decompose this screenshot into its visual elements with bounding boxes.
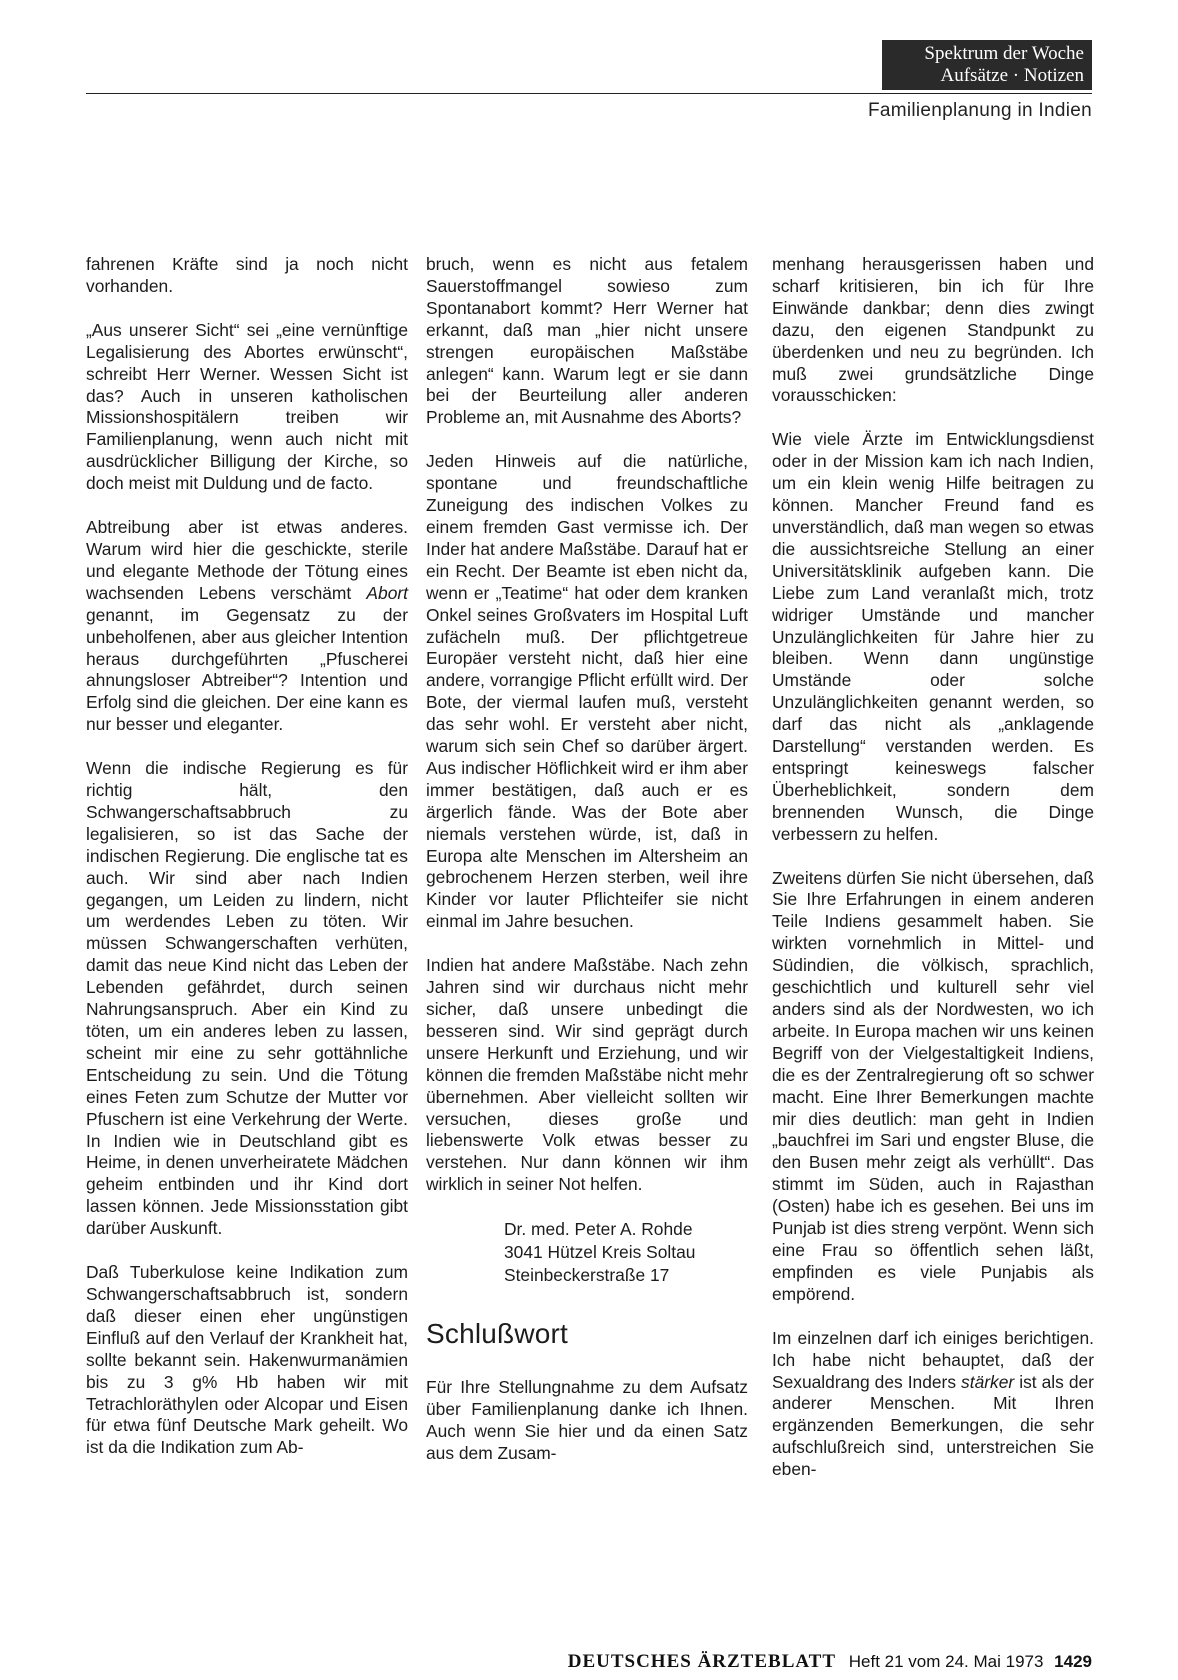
paragraph: bruch, wenn es nicht aus fetalem Sauerstoffmangel sowieso zum Spontanabort kommt? Herr Werner hat erkannt, daß man „hier nicht unsere strengen europäischen Maßstäbe anlegen“ kann. Warum legt er sie dann bei der Beurteilung aller anderen Probleme an, mit Ausnahme des Aborts? — [426, 254, 748, 428]
author-city: 3041 Hützel Kreis Soltau — [504, 1242, 696, 1263]
running-title: Familienplanung in Indien — [867, 100, 1092, 121]
journal-name: DEUTSCHES ÄRZTEBLATT — [567, 1651, 837, 1672]
page-footer — [568, 1651, 1092, 1673]
section-heading: Schlußwort — [426, 1318, 569, 1350]
emphasis: Abort — [366, 582, 408, 603]
paragraph: Daß Tuberkulose keine Indikation zum Schwangerschaftsabbruch ist, sondern daß dieser einen eher ungünstigen Einfluß auf den Verlauf der Krankheit hat, sollte bekannt sein. Hakenwurmanämien bis zu 3 g% Hb haben wir mit Tetrachloräthylen oder Alcopar und Eisen für etwa fünf Deutsche Mark geheilt. Wo ist da die Indikation zum Ab- — [86, 1262, 408, 1458]
paragraph: Abtreibung aber ist etwas anderes. Warum wird hier die geschickte, sterile und elegante Methode der Tötung eines wachsenden Lebens verschämt Abort genannt, im Gegensatz zu der unbeholfenen, aber aus gleicher Intention heraus durchgeführten „Pfuscherei ahnungsloser Abtreiber“? Intention und Erfolg sind die gleichen. Der eine kann es nur besser und eleganter. — [86, 517, 408, 735]
section-label-line2: Aufsätze · Notizen — [940, 65, 1084, 86]
paragraph: fahrenen Kräfte sind ja noch nicht vorhanden. — [86, 254, 408, 296]
text-column-2 — [426, 254, 748, 1487]
text-column-1 — [86, 254, 408, 1481]
section-label-line1: Spektrum der Woche — [924, 43, 1084, 64]
paragraph: „Aus unserer Sicht“ sei „eine vernünftige Legalisierung des Abortes erwünscht“, schreibt Herr Werner. Wessen Sicht ist das? Auch in unseren katholischen Missionshospitälern treiben wir Familienplanung, wenn auch nicht mit ausdrücklicher Billigung der Kirche, so doch meist mit Duldung und de facto. — [86, 319, 408, 494]
section-label-box — [882, 40, 1092, 90]
issue-info: Heft 21 vom 24. Mai 1973 — [848, 1652, 1044, 1671]
author-street: Steinbeckerstraße 17 — [504, 1265, 670, 1286]
text-column-3 — [772, 254, 1094, 1503]
paragraph: Indien hat andere Maßstäbe. Nach zehn Jahren sind wir durchaus nicht mehr sicher, daß unsere unbedingt die besseren sind. Wir sind geprägt durch unsere Herkunft und Erziehung, und wir können die fremden Maßstäbe nicht mehr übernehmen. Aber vielleicht sollten wir versuchen, dieses große und liebenswerte Volk etwas besser zu verstehen. Nur dann können wir ihm wirklich in seiner Not helfen. — [426, 955, 748, 1195]
header-rule — [86, 93, 1092, 94]
page-number: 1429 — [1054, 1652, 1092, 1671]
emphasis: stärker — [961, 1371, 1015, 1392]
paragraph: Im einzelnen darf ich einiges berichtigen. Ich habe nicht behauptet, daß der Sexualdrang des Inders stärker ist als der anderer Menschen. Mit Ihren ergänzenden Bemerkungen, die sehr aufschlußreich sind, unterstreichen Sie eben- — [772, 1327, 1094, 1480]
paragraph: Zweitens dürfen Sie nicht übersehen, daß Sie Ihre Erfahrungen in einem anderen Teile Indiens gesammelt haben. Sie wirkten vornehmlich in Mittel- und Südindien, die völkisch, sprachlich, geschichtlich und kulturell sehr viel anders sind als der Nordwesten, wo ich arbeite. In Europa machen wir uns keinen Begriff von der Vielgestaltigkeit Indiens, die es der Zentralregierung oft so schwer macht. Eine Ihrer Bemerkungen machte mir dies deutlich: man geht in Indien „bauchfrei im Sari und engster Bluse, die den Busen mehr zeigt als verhüllt“. Das stimmt im Süden, auch in Rajasthan (Osten) habe ich es gesehen. Bei uns im Punjab ist dies streng verpönt. Wenn sich eine Frau so öffentlich sehen läßt, empfinden es viele Punjabis als empörend. — [772, 867, 1094, 1304]
author-name: Dr. med. Peter A. Rohde — [504, 1219, 693, 1240]
paragraph: Wenn die indische Regierung es für richtig hält, den Schwangerschaftsabbruch zu legalisieren, so ist das Sache der indischen Regierung. Die englische tat es auch. Wir sind aber nach Indien gegangen, um Leiden zu lindern, nicht um werdendes Leben zu töten. Wir müssen Schwangerschaften verhüten, damit das neue Kind nicht das Leben der Lebenden gefährdet, durch seinen Nahrungsanspruch. Aber ein Kind zu töten, um ein anderes leben zu lassen, scheint mir eine zu sehr gottähnliche Entscheidung zu sein. Und die Tötung eines Feten zum Schutze der Mutter vor Pfuschern ist eine Verkehrung der Werte. In Indien wie in Deutschland gibt es Heime, in denen unverheiratete Mädchen geheim entbinden und ihr Kind dort lassen können. Jede Missionsstation gibt darüber Auskunft. — [86, 758, 408, 1239]
author-signature — [426, 1218, 748, 1287]
paragraph: Wie viele Ärzte im Entwicklungsdienst oder in der Mission kam ich nach Indien, um ein klein wenig Hilfe beitragen zu können. Mancher Freund fand es unverständlich, daß man wegen so etwas die aussichtsreiche Stellung an einer Universitätsklinik aufgeben kann. Die Liebe zum Land veranlaßt mich, trotz widriger Umstände und mancher Unzulänglichkeiten für Jahre hier zu bleiben. Wenn dann ungünstige Umstände oder solche Unzulänglichkeiten genannt werden, so darf das nicht als „anklagende Darstellung“ verstanden werden. Es entspringt keineswegs falscher Überheblichkeit, sondern dem brennenden Wunsch, die Dinge verbessern zu helfen. — [772, 429, 1094, 844]
paragraph: Jeden Hinweis auf die natürliche, spontane und freundschaftliche Zuneigung des indischen Volkes zu einem fremden Gast vermisse ich. Der Inder hat andere Maßstäbe. Darauf hat er ein Recht. Der Beamte ist eben nicht da, wenn er „Teatime“ hat oder dem kranken Onkel seines Großvaters im Hospital Luft zufächeln muß. Der pflichtgetreue Europäer versteht nicht, daß hier eine andere, vorrangige Pflicht erfüllt wird. Der Bote, der viermal laufen muß, versteht das sehr wohl. Er versteht aber nicht, warum sich sein Chef so darüber ärgert. Aus indischer Höflichkeit wird er ihm aber immer bestätigen, daß auch er es ärgerlich fände. Was der Bote aber niemals verstehen würde, ist, daß in Europa alte Menschen im Altersheim an gebrochenem Herzen sterben, weil ihre Kinder vor lauter Pflichteifer sie nicht einmal im Jahre besuchen. — [426, 451, 748, 932]
paragraph: Für Ihre Stellungnahme zu dem Aufsatz über Familienplanung danke ich Ihnen. Auch wenn Sie hier und da einen Satz aus dem Zusam- — [426, 1377, 748, 1463]
paragraph: menhang herausgerissen haben und scharf kritisieren, bin ich für Ihre Einwände dankbar; denn dies zwingt dazu, den eigenen Standpunkt zu überdenken und neu zu begründen. Ich muß zwei grundsätzliche Dinge vorausschicken: — [772, 254, 1094, 406]
